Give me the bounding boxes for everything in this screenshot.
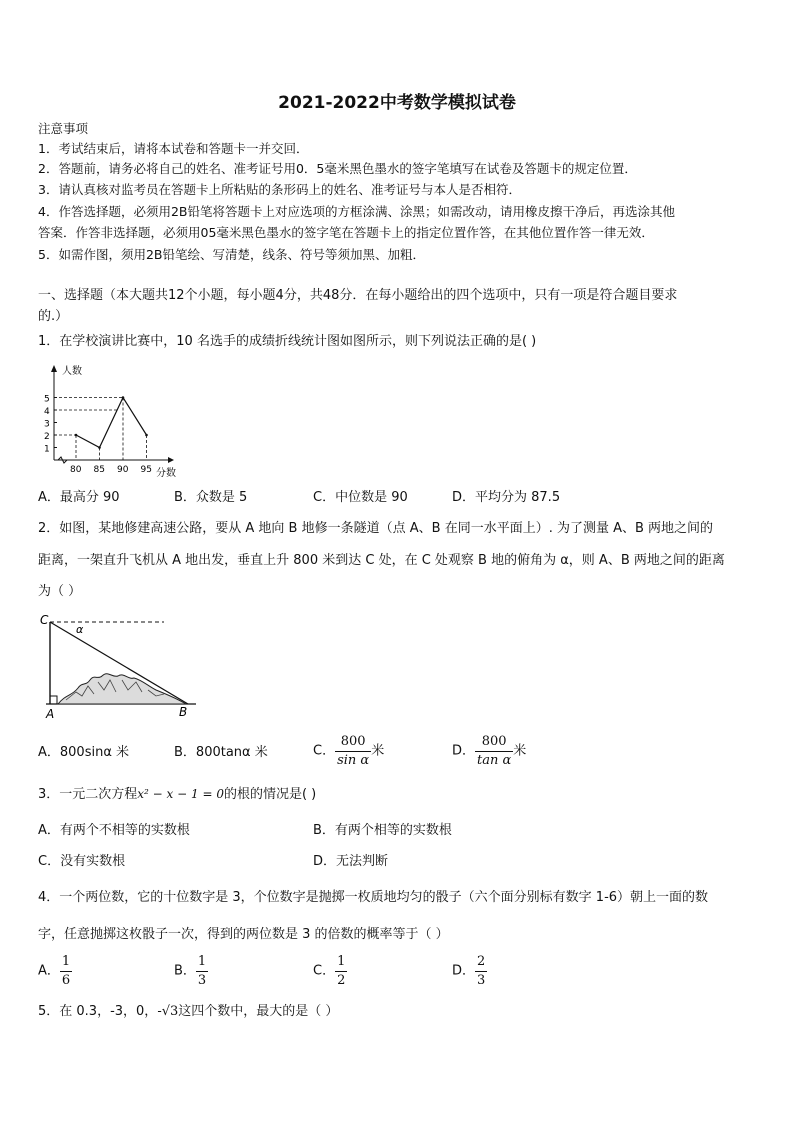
q4-option-d — [452, 953, 487, 990]
q2-option-a: A．800sinα 米 — [38, 745, 130, 760]
q5-stem — [38, 1003, 338, 1021]
q2-option-d-fraction — [475, 733, 513, 770]
chart-layer — [44, 364, 176, 479]
q2-stem-line3: 为（ ） — [38, 584, 82, 599]
q3-stem — [38, 785, 316, 804]
q1-line-chart — [36, 362, 186, 482]
right-angle-mark — [50, 696, 57, 704]
q3-option-d: D．无法判断 — [313, 854, 389, 869]
x-tick-label: 80 — [70, 465, 82, 475]
q1-option-d: D．平均分为 87.5 — [452, 490, 561, 505]
q4-option-c — [313, 953, 347, 990]
q3-stem-prefix: 3．一元二次方程 — [38, 787, 138, 802]
fraction-numerator: 2 — [477, 954, 486, 969]
data-point — [122, 396, 125, 399]
label-a: A — [46, 707, 55, 721]
q2-option-c-fraction — [335, 733, 371, 770]
q1-stem: 1．在学校演讲比赛中，10 名选手的成绩折线统计图如图所示，则下列说法正确的是( ) — [38, 334, 537, 349]
q5-stem-prefix: 5．在 0.3，-3，0， — [38, 1004, 158, 1019]
q2-option-c-label: C． — [313, 743, 336, 759]
q5-value: -√3 — [157, 1004, 179, 1019]
y-tick-label: 4 — [44, 407, 50, 417]
q4-option-a-fraction — [60, 953, 72, 990]
q4-option-b-fraction — [196, 953, 208, 990]
section-heading: 一、选择题（本大题共12个小题，每小题4分，共48分．在每小题给出的四个选项中，只有一项是符合题目要求 — [38, 288, 678, 303]
y-tick-label: 3 — [44, 419, 50, 430]
series-line — [76, 398, 147, 448]
q2-option-d-label: D． — [452, 743, 476, 759]
notice-item: 答案．作答非选择题，必须用05毫米黑色墨水的签字笔在答题卡上的指定位置作答，在其他位置作答一律无效． — [38, 225, 654, 240]
y-tick-label: 2 — [44, 432, 50, 442]
mountain — [58, 674, 186, 704]
data-point — [75, 434, 78, 437]
label-alpha: α — [76, 623, 84, 636]
q3-option-c: C．没有实数根 — [38, 854, 126, 869]
q4-option-b — [174, 953, 208, 990]
q1-option-b: B．众数是 5 — [174, 490, 248, 505]
q4-option-c-fraction — [335, 953, 347, 990]
notice-heading: 注意事项 — [38, 121, 89, 136]
q3-option-a: A．有两个不相等的实数根 — [38, 823, 190, 838]
notice-item: 4．作答选择题，必须用2B铅笔将答题卡上对应选项的方框涂满、涂黑；如需改动，请用橡皮擦干净后，再选涂其他 — [38, 204, 675, 219]
q4-option-a-label: A． — [38, 963, 60, 979]
q4-option-d-fraction — [475, 953, 487, 990]
q2-stem-line2: 距离，一架直升飞机从 A 地出发，垂直上升 800 米到达 C 处，在 C 处观察 B 地的俯角为 α，则 A、B 两地之间的距离 — [38, 553, 725, 568]
q3-stem-suffix: 的根的情况是( ) — [223, 787, 317, 802]
x-tick-label: 85 — [93, 465, 105, 475]
fraction-denominator: sin α — [337, 753, 370, 768]
notice-item: 5．如需作图，须用2B铅笔绘、写清楚，线条、符号等须加黑、加粗． — [38, 247, 425, 262]
y-tick-label: 1 — [44, 444, 50, 455]
q2-option-d-unit: 米 — [513, 743, 527, 759]
fraction-denominator: 3 — [477, 973, 486, 988]
q4-stem-line2: 字，任意抛掷这枚骰子一次，得到的两位数是 3 的倍数的概率等于（ ） — [38, 927, 449, 942]
label-c: C — [40, 613, 49, 627]
fraction-denominator: 2 — [337, 973, 346, 988]
q2-option-c-unit: 米 — [371, 743, 385, 759]
fraction-denominator: tan α — [477, 753, 512, 768]
q4-option-a — [38, 953, 72, 990]
q4-option-b-label: B． — [174, 963, 196, 979]
q4-stem-line1: 4．一个两位数，它的十位数字是 3，个位数字是抛掷一枚质地均匀的骰子（六个面分别标有数字 1-6）朝上一面的数 — [38, 890, 709, 905]
page-title: 2021-2022中考数学模拟试卷 — [278, 93, 516, 113]
x-axis-label: 分数 — [156, 468, 176, 479]
q1-option-a: A．最高分 90 — [38, 490, 120, 505]
fraction-numerator: 800 — [340, 734, 366, 749]
label-b: B — [179, 705, 188, 719]
data-point — [145, 434, 148, 437]
data-point — [98, 446, 101, 449]
notice-item: 3．请认真核对监考员在答题卡上所粘贴的条形码上的姓名、准考证号与本人是否相符． — [38, 182, 521, 197]
x-tick-label: 90 — [117, 465, 129, 475]
fraction-denominator: 3 — [197, 973, 207, 988]
section-heading-cont: 的.） — [38, 309, 69, 324]
x-tick-label: 95 — [140, 465, 152, 475]
fraction-denominator: 6 — [61, 973, 71, 988]
notice-item: 2．答题前，请务必将自己的姓名、准考证号用0．5毫米黑色墨水的签字笔填写在试卷及答题卡的规定位置． — [38, 161, 637, 176]
q4-option-d-label: D． — [452, 963, 476, 979]
fraction-numerator: 800 — [481, 734, 507, 749]
q3-option-b: B．有两个相等的实数根 — [313, 823, 452, 838]
x-axis-arrow — [168, 457, 174, 463]
fraction-numerator: 1 — [197, 954, 207, 969]
q5-stem-suffix: 这四个数中，最大的是（ ） — [178, 1004, 339, 1019]
y-axis-label: 人数 — [62, 366, 82, 377]
y-tick-label: 5 — [44, 394, 50, 405]
q1-option-c: C．中位数是 90 — [313, 490, 408, 505]
q2-figure — [36, 610, 206, 722]
q2-stem-line1: 2．如图，某地修建高速公路，要从 A 地向 B 地修一条隧道（点 A、B 在同一水平面上）. 为了测量 A、B 两地之间的 — [38, 521, 714, 536]
notice-item: 1．考试结束后，请将本试卷和答题卡一并交回． — [38, 141, 309, 156]
q4-option-c-label: C． — [313, 963, 336, 979]
q2-option-b: B．800tanα 米 — [174, 745, 268, 760]
fraction-numerator: 1 — [337, 954, 346, 969]
fraction-numerator: 1 — [61, 954, 71, 969]
q3-equation: x² − x − 1 = 0 — [137, 787, 224, 801]
y-axis-arrow — [51, 365, 57, 372]
q2-option-d — [452, 733, 526, 770]
q2-option-c — [313, 733, 384, 770]
